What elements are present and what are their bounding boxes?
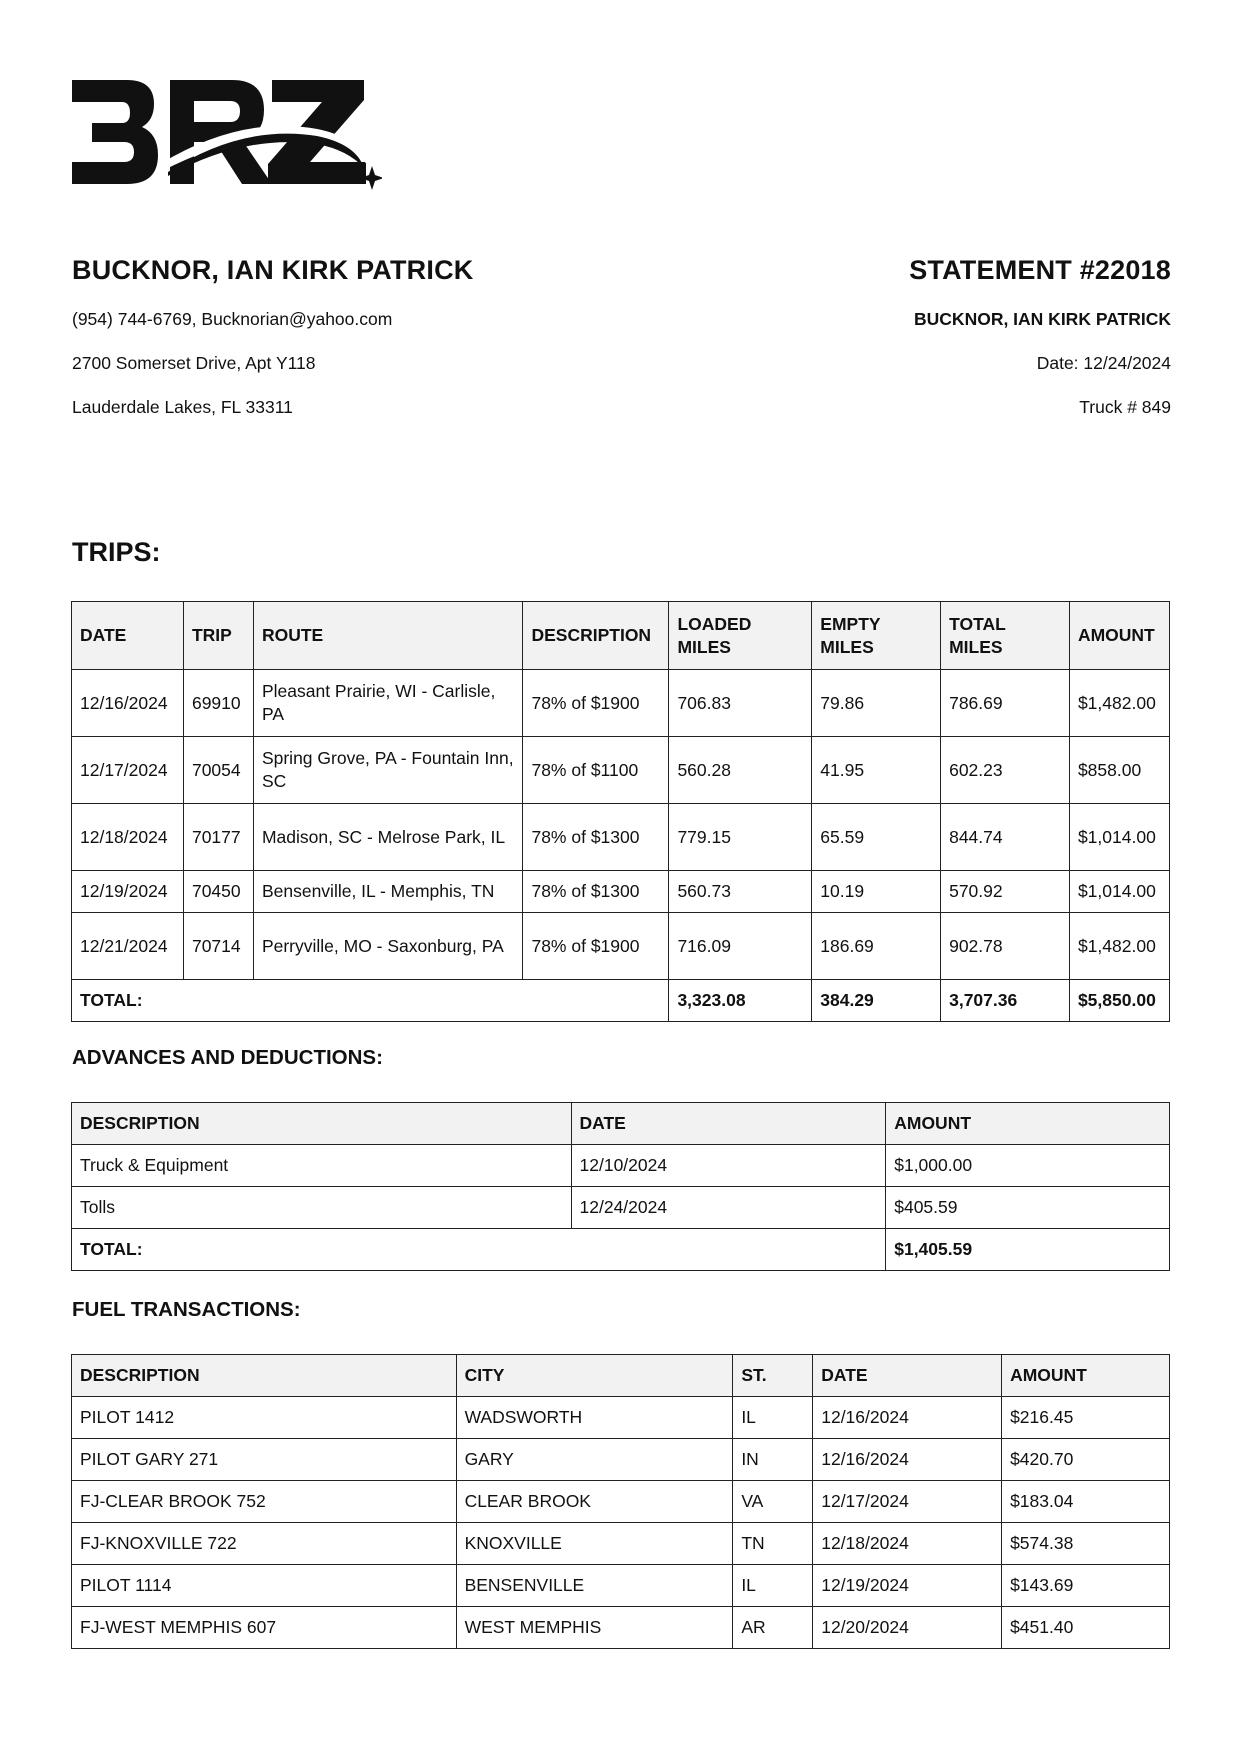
column-header: DESCRIPTION (523, 602, 669, 670)
trip-number: 69910 (183, 670, 253, 737)
table-header-row (72, 602, 1170, 670)
trip-total-miles: 786.69 (941, 670, 1070, 737)
fuel-description: PILOT 1412 (72, 1397, 457, 1439)
trip-description: 78% of $1100 (523, 737, 669, 804)
column-header: TRIP (183, 602, 253, 670)
column-header: AMOUNT (1002, 1355, 1170, 1397)
total-total-miles: 3,707.36 (941, 980, 1070, 1022)
column-header: LOADED MILES (669, 602, 812, 670)
advances-title: ADVANCES AND DEDUCTIONS: (72, 1046, 383, 1069)
total-row (72, 1229, 1170, 1271)
fuel-date: 12/20/2024 (813, 1607, 1002, 1649)
table-header-row (72, 1355, 1170, 1397)
table-row (72, 871, 1170, 913)
total-loaded-miles: 3,323.08 (669, 980, 812, 1022)
fuel-date: 12/19/2024 (813, 1565, 1002, 1607)
trip-amount: $858.00 (1069, 737, 1169, 804)
fuel-description: FJ-WEST MEMPHIS 607 (72, 1607, 457, 1649)
trip-date: 12/16/2024 (72, 670, 184, 737)
column-header: CITY (456, 1355, 733, 1397)
statement-title: STATEMENT #22018 (909, 255, 1171, 285)
trip-number: 70714 (183, 913, 253, 980)
table-header-row (72, 1103, 1170, 1145)
table-row (72, 1481, 1170, 1523)
table-row (72, 737, 1170, 804)
column-header: DATE (72, 602, 184, 670)
fuel-state: AR (733, 1607, 813, 1649)
statement-date: Date: 12/24/2024 (1036, 353, 1171, 373)
driver-name: BUCKNOR, IAN KIRK PATRICK (72, 255, 474, 285)
trip-amount: $1,014.00 (1069, 871, 1169, 913)
trip-amount: $1,482.00 (1069, 913, 1169, 980)
driver-address-line1: 2700 Somerset Drive, Apt Y118 (72, 353, 316, 373)
fuel-amount: $143.69 (1002, 1565, 1170, 1607)
total-amount: $5,850.00 (1069, 980, 1169, 1022)
statement-name: BUCKNOR, IAN KIRK PATRICK (914, 309, 1171, 329)
fuel-amount: $420.70 (1002, 1439, 1170, 1481)
total-label: TOTAL: (72, 980, 669, 1022)
trip-total-miles: 844.74 (941, 804, 1070, 871)
trip-route: Madison, SC - Melrose Park, IL (253, 804, 523, 871)
fuel-description: PILOT 1114 (72, 1565, 457, 1607)
company-logo (72, 80, 382, 190)
driver-contact: (954) 744-6769, Bucknorian@yahoo.com (72, 309, 393, 329)
trip-empty-miles: 10.19 (812, 871, 941, 913)
column-header: ST. (733, 1355, 813, 1397)
table-row (72, 1607, 1170, 1649)
fuel-amount: $574.38 (1002, 1523, 1170, 1565)
statement-truck: Truck # 849 (1079, 397, 1171, 417)
fuel-city: BENSENVILLE (456, 1565, 733, 1607)
fuel-date: 12/17/2024 (813, 1481, 1002, 1523)
fuel-city: GARY (456, 1439, 733, 1481)
trip-total-miles: 902.78 (941, 913, 1070, 980)
column-header: ROUTE (253, 602, 523, 670)
driver-address-line2: Lauderdale Lakes, FL 33311 (72, 397, 293, 417)
trip-total-miles: 570.92 (941, 871, 1070, 913)
fuel-state: VA (733, 1481, 813, 1523)
fuel-city: KNOXVILLE (456, 1523, 733, 1565)
trip-amount: $1,482.00 (1069, 670, 1169, 737)
fuel-state: IL (733, 1397, 813, 1439)
statement-info (909, 255, 1171, 417)
trip-date: 12/18/2024 (72, 804, 184, 871)
table-row (72, 1187, 1170, 1229)
trip-total-miles: 602.23 (941, 737, 1070, 804)
trip-loaded-miles: 560.28 (669, 737, 812, 804)
trip-empty-miles: 41.95 (812, 737, 941, 804)
table-row (72, 1523, 1170, 1565)
fuel-date: 12/16/2024 (813, 1439, 1002, 1481)
trip-empty-miles: 65.59 (812, 804, 941, 871)
advance-date: 12/10/2024 (571, 1145, 886, 1187)
trip-loaded-miles: 560.73 (669, 871, 812, 913)
fuel-amount: $216.45 (1002, 1397, 1170, 1439)
trip-route: Perryville, MO - Saxonburg, PA (253, 913, 523, 980)
trip-route: Spring Grove, PA - Fountain Inn, SC (253, 737, 523, 804)
column-header: AMOUNT (1069, 602, 1169, 670)
table-row (72, 1145, 1170, 1187)
total-empty-miles: 384.29 (812, 980, 941, 1022)
column-header: AMOUNT (886, 1103, 1170, 1145)
fuel-amount: $183.04 (1002, 1481, 1170, 1523)
trip-description: 78% of $1300 (523, 804, 669, 871)
column-header: DATE (813, 1355, 1002, 1397)
trips-title: TRIPS: (72, 537, 161, 567)
logo-letter-b (72, 80, 158, 184)
advance-amount: $1,000.00 (886, 1145, 1170, 1187)
fuel-title: FUEL TRANSACTIONS: (72, 1298, 301, 1321)
fuel-description: PILOT GARY 271 (72, 1439, 457, 1481)
fuel-date: 12/16/2024 (813, 1397, 1002, 1439)
table-row (72, 913, 1170, 980)
trip-date: 12/17/2024 (72, 737, 184, 804)
fuel-table (71, 1354, 1170, 1649)
trip-route: Pleasant Prairie, WI - Carlisle, PA (253, 670, 523, 737)
fuel-date: 12/18/2024 (813, 1523, 1002, 1565)
fuel-city: CLEAR BROOK (456, 1481, 733, 1523)
trip-loaded-miles: 716.09 (669, 913, 812, 980)
trip-number: 70054 (183, 737, 253, 804)
trip-number: 70177 (183, 804, 253, 871)
fuel-state: IN (733, 1439, 813, 1481)
trip-amount: $1,014.00 (1069, 804, 1169, 871)
total-amount: $1,405.59 (886, 1229, 1170, 1271)
column-header: DATE (571, 1103, 886, 1145)
trip-description: 78% of $1900 (523, 913, 669, 980)
driver-info (72, 255, 473, 417)
advances-table (71, 1102, 1170, 1271)
table-row (72, 1439, 1170, 1481)
trips-table (71, 601, 1170, 1022)
advance-description: Truck & Equipment (72, 1145, 572, 1187)
trip-description: 78% of $1900 (523, 670, 669, 737)
trip-date: 12/19/2024 (72, 871, 184, 913)
trip-loaded-miles: 779.15 (669, 804, 812, 871)
fuel-city: WADSWORTH (456, 1397, 733, 1439)
advance-amount: $405.59 (886, 1187, 1170, 1229)
table-row (72, 804, 1170, 871)
total-label: TOTAL: (72, 1229, 886, 1271)
trip-empty-miles: 79.86 (812, 670, 941, 737)
advance-description: Tolls (72, 1187, 572, 1229)
column-header: EMPTY MILES (812, 602, 941, 670)
table-row (72, 670, 1170, 737)
trip-description: 78% of $1300 (523, 871, 669, 913)
trip-loaded-miles: 706.83 (669, 670, 812, 737)
fuel-state: IL (733, 1565, 813, 1607)
trip-number: 70450 (183, 871, 253, 913)
total-row (72, 980, 1170, 1022)
column-header: DESCRIPTION (72, 1103, 572, 1145)
fuel-description: FJ-CLEAR BROOK 752 (72, 1481, 457, 1523)
table-row (72, 1565, 1170, 1607)
fuel-amount: $451.40 (1002, 1607, 1170, 1649)
table-row (72, 1397, 1170, 1439)
fuel-description: FJ-KNOXVILLE 722 (72, 1523, 457, 1565)
trip-route: Bensenville, IL - Memphis, TN (253, 871, 523, 913)
fuel-state: TN (733, 1523, 813, 1565)
trip-empty-miles: 186.69 (812, 913, 941, 980)
column-header: DESCRIPTION (72, 1355, 457, 1397)
trip-date: 12/21/2024 (72, 913, 184, 980)
fuel-city: WEST MEMPHIS (456, 1607, 733, 1649)
column-header: TOTAL MILES (941, 602, 1070, 670)
advance-date: 12/24/2024 (571, 1187, 886, 1229)
